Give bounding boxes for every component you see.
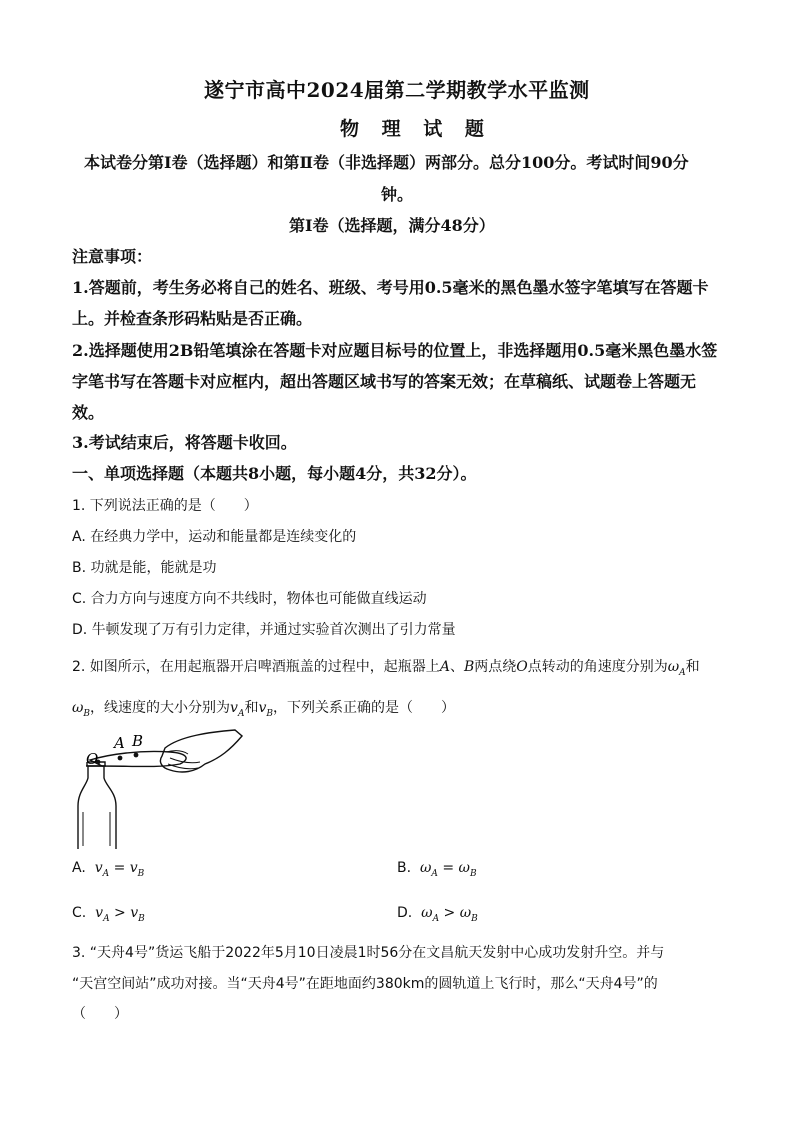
section-1-heading: 一、单项选择题（本题共8小题，每小题4分，共32分）。 (72, 464, 477, 483)
q1-option-a: A. 在经典力学中，运动和能量都是连续变化的 (72, 529, 357, 545)
q2-option-a: A. $v_A = v_B$ (72, 860, 145, 879)
label-o: O (86, 750, 99, 768)
label-a: A (114, 734, 125, 752)
intro-line-2: 钟。 (381, 185, 414, 204)
notice-heading: 注意事项： (72, 247, 153, 266)
q2-option-c: C. $v_A > v_B$ (72, 905, 145, 924)
q1-option-c: C. 合力方向与速度方向不共线时，物体也可能做直线运动 (72, 591, 427, 607)
part1-heading: 第Ⅰ卷（选择题，满分48分） (289, 216, 495, 235)
page-title: 遂宁市高中2024届第二学期教学水平监测 (204, 78, 590, 102)
notice-3: 3.考试结束后，将答题卡收回。 (72, 433, 297, 452)
q3-line-2: “天宫空间站”成功对接。当“天舟4号”在距地面约380km的圆轨道上飞行时，那么“天舟4号”的 (72, 976, 658, 992)
point-b (134, 753, 139, 758)
q2-option-b: B. $\omega_A = \omega_B$ (397, 860, 477, 879)
intro-line-1: 本试卷分第Ⅰ卷（选择题）和第Ⅱ卷（非选择题）两部分。总分100分。考试时间90分 (84, 153, 689, 172)
q3-line-3: （ ） (72, 1006, 128, 1022)
notice-2-line-2: 字笔书写在答题卡对应框内，超出答题区域书写的答案无效；在草稿纸、试题卷上答题无 (72, 372, 697, 391)
q3-line-1: 3. “天舟4号”货运飞船于2022年5月10日凌晨1时56分在文昌航天发射中心成功发射升空。并与 (72, 945, 665, 961)
q1-option-d: D. 牛顿发现了万有引力定律，并通过实验首次测出了引力常量 (72, 622, 456, 638)
q2-option-d: D. $\omega_A > \omega_B$ (397, 905, 478, 924)
q2-stem-line-2: $\omega_B$，线速度的大小分别为$v_A$和$v_B$，下列关系正确的是（ ） (72, 700, 456, 719)
label-b: B (132, 732, 144, 750)
bottle-opener-figure (70, 728, 245, 850)
q1-option-b: B. 功就是能，能就是功 (72, 560, 217, 576)
q2-stem-line-1: 2. 如图所示，在用起瓶器开启啤酒瓶盖的过程中，起瓶器上A、B两点绕O点转动的角速度分别为$\omega_A$和 (72, 659, 700, 678)
notice-1-line-2: 上。并检查条形码粘贴是否正确。 (72, 309, 313, 328)
q1-stem: 1. 下列说法正确的是（ ） (72, 498, 258, 514)
notice-1-line-1: 1.答题前，考生务必将自己的姓名、班级、考号用0.5毫米的黑色墨水签字笔填写在答题卡 (72, 278, 709, 297)
notice-2-line-1: 2.选择题使用2B铅笔填涂在答题卡对应题目标号的位置上，非选择题用0.5毫米黑色墨水签 (72, 341, 718, 360)
point-a (118, 756, 123, 761)
notice-2-line-3: 效。 (72, 403, 105, 422)
page-subtitle: 物 理 试 题 (340, 118, 492, 140)
